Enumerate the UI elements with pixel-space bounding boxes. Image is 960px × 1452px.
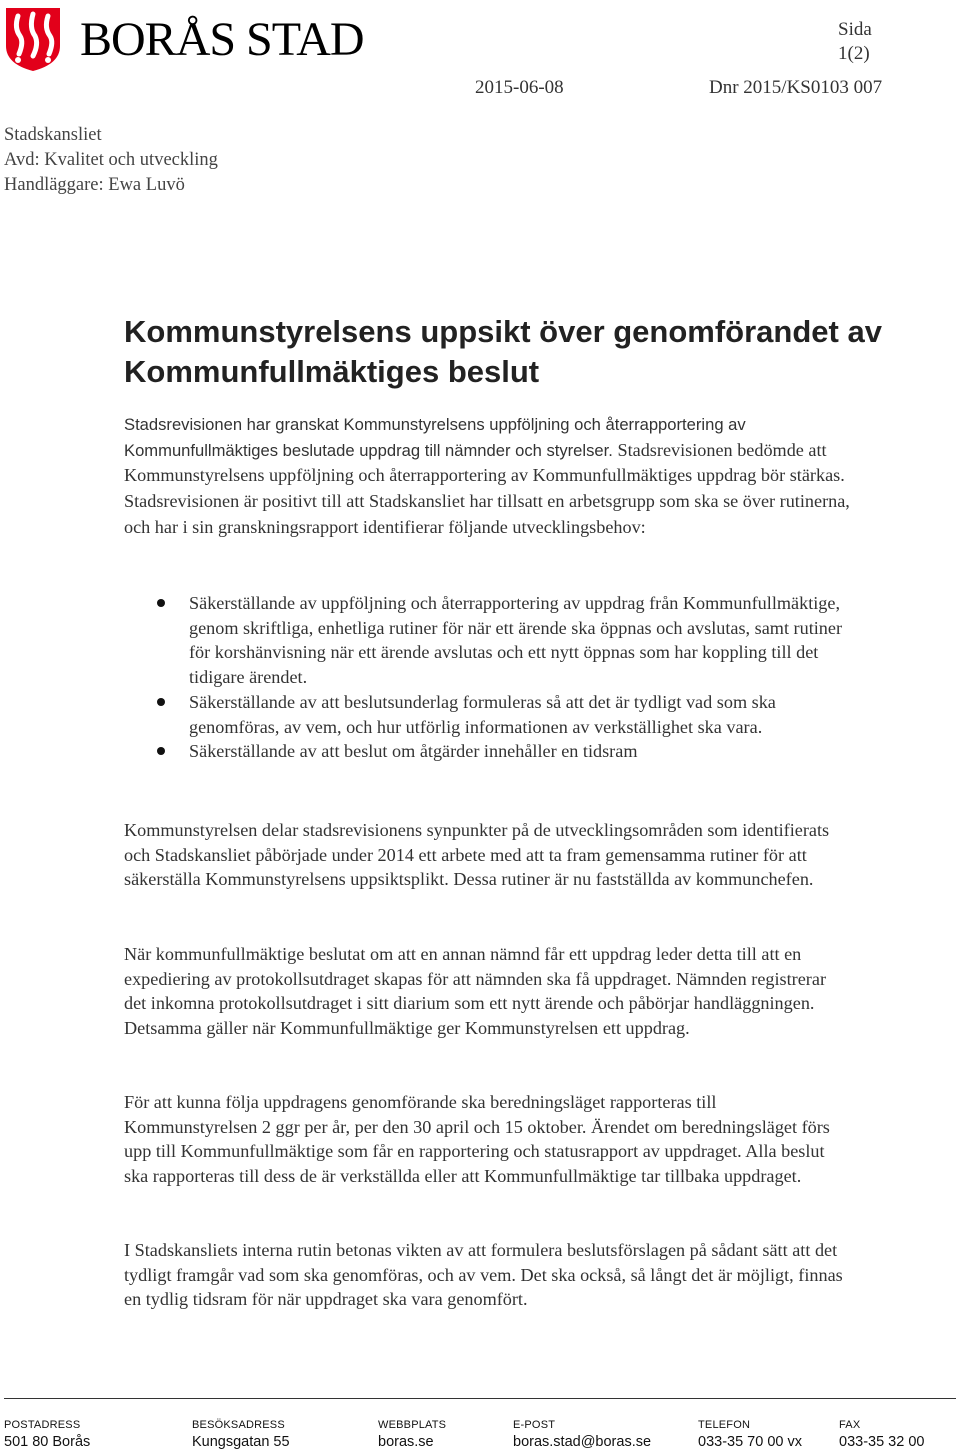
footer-phone: TELEFON 033-35 70 00 vx <box>698 1419 802 1450</box>
document-date: 2015-06-08 <box>475 77 564 98</box>
logo-text: BORÅS STAD <box>80 13 364 66</box>
city-coat-of-arms-icon <box>4 6 62 72</box>
body-paragraph-2: När kommunfullmäktige beslutat om att en annan nämnd får ett uppdrag leder detta till att en expediering av protokollsutdraget skapas för att nämnden ska få uppdraget. Nämnden registrerar det inkomna protokollsutdraget i sitt diarium som ett nytt ärende och påbörjar handläggningen. Detsamma gäller när Kommunfullmäktige ger Kommunstyrelsen ett uppdrag. <box>124 944 826 1039</box>
body-paragraph-1: Kommunstyrelsen delar stadsrevisionens synpunkter på de utvecklingsområden som identifierats och Stadskansliet påbörjade under 2014 ett arbete med att ta fram gemensamma rutiner för att säkerställa Kommunstyrelsens uppsiktsplikt. Dessa rutiner är nu fastställda av kommunchefen. <box>124 820 830 890</box>
development-needs-list <box>124 591 854 764</box>
list-item: Säkerställande av att beslutsunderlag formuleras så att det är tydligt vad som ska genomföras, av vem, och hur utförlig informationen av verkställighet ska vara. <box>124 690 854 739</box>
list-item: Säkerställande av att beslut om åtgärder innehåller en tidsram <box>124 739 854 764</box>
document-reference-number: Dnr 2015/KS0103 007 <box>709 77 883 98</box>
sender-block <box>4 123 218 198</box>
website-link[interactable]: boras.se <box>378 1434 434 1450</box>
footer-email: E-POST boras.stad@boras.se <box>513 1419 652 1450</box>
footer-website: WEBBPLATS boras.se <box>378 1419 447 1450</box>
bullet-icon <box>157 698 165 706</box>
list-item: Säkerställande av uppföljning och återrapportering av uppdrag från Kommunfullmäktige, genom skriftliga, enhetliga rutiner för när ett ärende ska öppnas och avslutas, samt rutiner för korshänvisning när ett ärende avslutas och ett nytt öppnas som har koppling till det tidigare ärendet. <box>124 591 854 690</box>
footer-postal-address: POSTADRESS 501 80 Borås <box>4 1419 91 1450</box>
email-link[interactable]: boras.stad@boras.se <box>513 1434 652 1450</box>
footer-divider <box>4 1398 956 1399</box>
intro-paragraph <box>124 413 850 541</box>
page-number: 1(2) <box>838 43 870 64</box>
document-title: Kommunstyrelsens uppsikt över genomförandet av Kommunfullmäktiges beslut <box>124 314 882 389</box>
body-paragraph-3: För att kunna följa uppdragens genomförande ska beredningsläget rapporteras till Kommunstyrelsen 2 ggr per år, per den 30 april och 15 oktober. Ärendet om beredningsläget förs upp till Kommunfullmäktige som får en rapportering och statusrapport av uppdraget. Alla beslut ska rapporteras till dess de är verkställda eller att Kommunfullmäktige tar tillbaka uppdraget. <box>124 1092 830 1187</box>
bullet-icon <box>157 599 165 607</box>
intro-sans-text: Stadsrevisionen har granskat Kommunstyrelsens uppföljning och återrapportering av Kommunfullmäktiges beslutade uppdrag till nämnder och styrelser. <box>124 415 746 460</box>
sender-department: Avd: Kvalitet och utveckling <box>4 150 218 170</box>
sender-office: Stadskansliet <box>4 125 102 145</box>
sender-handler: Handläggare: Ewa Luvö <box>4 175 185 195</box>
page-label: Sida <box>838 19 872 40</box>
intro-serif-text: Stadsrevisionen bedömde att Kommunstyrelsens uppföljning och återrapportering av Kommunfullmäktiges uppdrag bör stärkas. Stadsrevisionen är positivt till att Stadskansliet har tillsatt en arbetsgrupp som ska se över rutinerna, och har i sin granskningsrapport identifierar följande utvecklingsbehov: <box>124 439 850 537</box>
footer-visiting-address: BESÖKSADRESS Kungsgatan 55 <box>192 1419 290 1450</box>
footer-fax: FAX 033-35 32 00 <box>839 1419 925 1450</box>
bullet-icon <box>157 747 165 755</box>
body-paragraph-4: I Stadskansliets interna rutin betonas vikten av att formulera beslutsförslagen på sådant sätt att det tydligt framgår vad som ska genomföras, och av vem. Det ska också, så långt det är möjligt, finnas en tydlig tidsram för när uppdraget ska vara genomfört. <box>124 1240 843 1310</box>
